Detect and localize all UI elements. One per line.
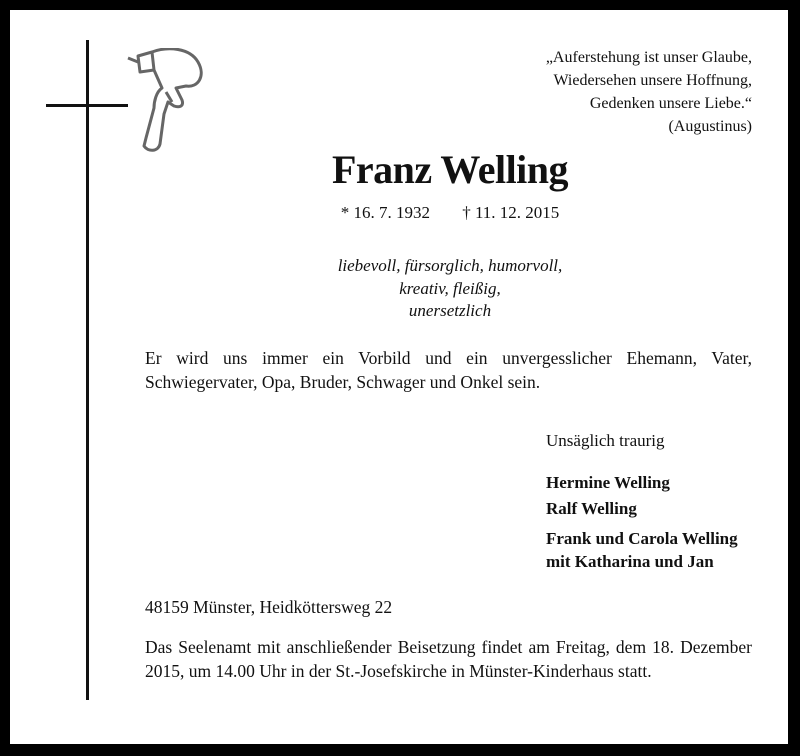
death-date: † 11. 12. 2015: [462, 203, 560, 222]
address: 48159 Münster, Heidköttersweg 22: [145, 597, 393, 617]
grief-line: Unsäglich traurig: [546, 431, 665, 450]
mourner: Hermine Welling: [546, 473, 670, 492]
mourner: Frank und Carola Welling: [546, 529, 738, 548]
quote: [546, 46, 752, 138]
cross-icon-horizontal: [46, 104, 128, 107]
mourner: mit Katharina und Jan: [546, 552, 714, 571]
quote-line: „Auferstehung ist unser Glaube,: [545, 49, 752, 66]
quote-line: Wiedersehen unsere Hoffnung,: [553, 72, 752, 89]
birth-date: * 16. 7. 1932: [340, 203, 430, 222]
trait-line: liebevoll, fürsorglich, humorvoll,: [337, 256, 563, 275]
tribute-text: Er wird uns immer ein Vorbild und ein unvergesslicher Ehemann, Vater, Schwiegervater, Opa, Bruder, Schwager und Onkel sein.: [145, 348, 752, 392]
trait-line: kreativ, fleißig,: [399, 278, 501, 298]
deceased-name: Franz Welling: [331, 147, 569, 192]
quote-author: (Augustinus): [668, 118, 752, 135]
obituary-notice: [10, 10, 788, 744]
mourner: Ralf Welling: [546, 499, 637, 518]
life-dates: [10, 203, 800, 223]
service-info: Das Seelenamt mit anschließender Beisetzung findet am Freitag, dem 18. Dezember 2015, um 14.00 Uhr in der St.-Josefskirche in Münster-Kinderhaus statt.: [145, 637, 752, 681]
traits: [10, 255, 800, 323]
cross-icon-vertical: [86, 40, 89, 700]
quote-line: Gedenken unsere Liebe.“: [589, 95, 752, 112]
trait-line: unersetzlich: [408, 301, 492, 320]
